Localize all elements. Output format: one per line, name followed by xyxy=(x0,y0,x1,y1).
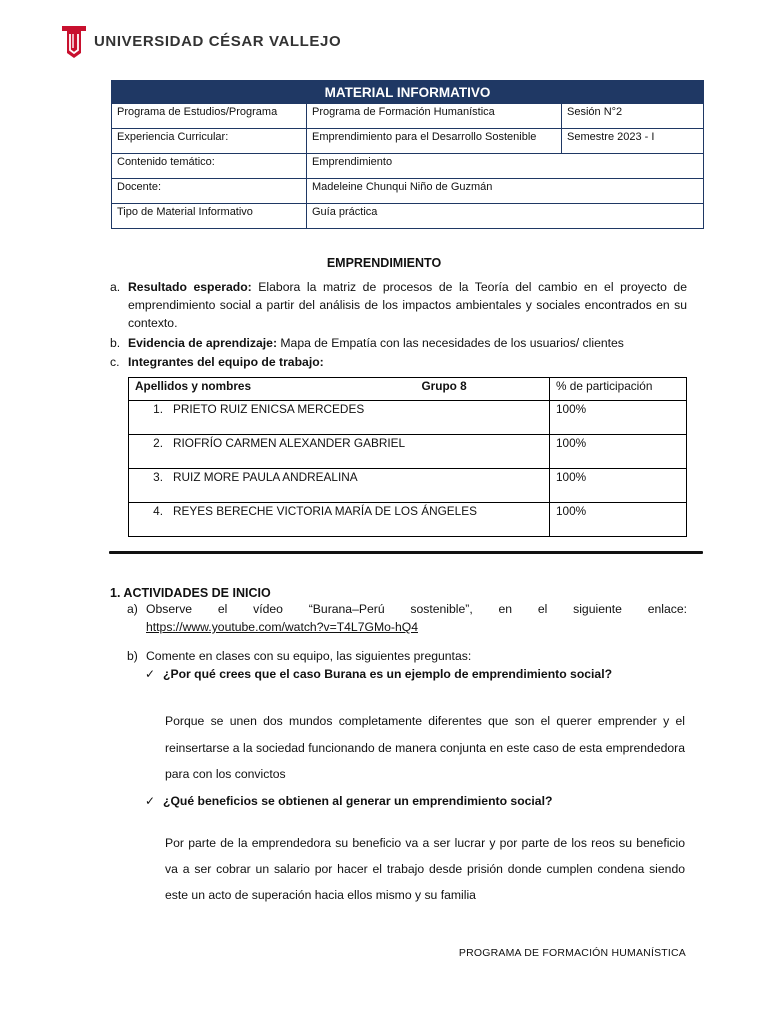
member-pct: 100% xyxy=(550,401,687,435)
section-divider xyxy=(109,551,703,554)
activity-b-text: Comente en clases con su equipo, las siguientes preguntas: xyxy=(146,649,472,663)
checkmark-icon: ✓ xyxy=(145,667,156,681)
info-row xyxy=(112,104,704,129)
doc-title: EMPRENDIMIENTO xyxy=(326,256,442,270)
info-row xyxy=(112,154,704,179)
table-row xyxy=(129,401,687,435)
info-label: Contenido temático: xyxy=(112,154,307,179)
info-label: Programa de Estudios/Programa xyxy=(112,104,307,129)
info-table-title: MATERIAL INFORMATIVO xyxy=(112,81,704,104)
info-value: Madeleine Chunqui Niño de Guzmán xyxy=(307,179,704,204)
university-logo-icon xyxy=(62,26,86,58)
info-value: Programa de Formación Humanística xyxy=(307,104,562,129)
section-title: 1. ACTIVIDADES DE INICIO xyxy=(110,586,271,600)
col-names-header: Apellidos y nombres xyxy=(135,379,252,393)
member-pct: 100% xyxy=(550,435,687,469)
team-table xyxy=(128,377,687,537)
activity-b xyxy=(127,647,687,665)
table-row xyxy=(129,469,687,503)
member-name: PRIETO RUIZ ENICSA MERCEDES xyxy=(173,402,365,416)
col-pct-header: % de participación xyxy=(550,378,687,401)
list-item-a xyxy=(110,278,687,332)
answer-1: Porque se unen dos mundos completamente diferentes que son el querer emprender y el reinsertarse a la sociedad funcionando de manera conjunta en este caso de esta emprendedora para con los convictos xyxy=(165,714,685,781)
list-marker: a) xyxy=(127,602,138,616)
info-row xyxy=(112,129,704,154)
item-a-text: Elabora la matriz de procesos de la Teoría del cambio en el proyecto de emprendimiento social a partir del análisis de los impactos ambientales y sociales encontrados en su contexto. xyxy=(128,280,687,330)
list-marker: c. xyxy=(110,355,120,369)
question-2 xyxy=(145,792,552,810)
checkmark-icon: ✓ xyxy=(145,794,156,808)
list-marker: b) xyxy=(127,649,138,663)
row-number: 2. xyxy=(153,436,163,450)
footer-program: PROGRAMA DE FORMACIÓN HUMANÍSTICA xyxy=(458,947,686,959)
member-name: RUIZ MORE PAULA ANDREALINA xyxy=(173,470,358,484)
row-number: 3. xyxy=(153,470,163,484)
info-label: Docente: xyxy=(112,179,307,204)
youtube-link[interactable]: https://www.youtube.com/watch?v=T4L7GMo-hQ4 xyxy=(146,620,418,634)
info-table xyxy=(111,80,704,229)
activity-a xyxy=(127,600,687,636)
question-2-text: ¿Qué beneficios se obtienen al generar un emprendimiento social? xyxy=(163,794,553,808)
question-1 xyxy=(145,665,612,683)
member-name: REYES BERECHE VICTORIA MARÍA DE LOS ÁNGELES xyxy=(173,504,477,518)
item-b-heading: Evidencia de aprendizaje: xyxy=(128,336,278,350)
info-label: Tipo de Material Informativo xyxy=(112,204,307,229)
info-row xyxy=(112,179,704,204)
col-group-header: Grupo 8 xyxy=(421,379,467,393)
list-item-c xyxy=(110,353,687,371)
info-label: Experiencia Curricular: xyxy=(112,129,307,154)
member-name: RIOFRÍO CARMEN ALEXANDER GABRIEL xyxy=(173,436,406,450)
activity-a-text: Observe el vídeo “Burana–Perú sostenible”, en el siguiente enlace: xyxy=(146,602,687,616)
member-pct: 100% xyxy=(550,469,687,503)
info-row xyxy=(112,204,704,229)
info-value: Emprendimiento para el Desarrollo Sostenible xyxy=(307,129,562,154)
row-number: 1. xyxy=(153,402,163,416)
list-marker: b. xyxy=(110,336,121,350)
table-row xyxy=(129,435,687,469)
team-table-header xyxy=(129,378,687,401)
item-a-heading: Resultado esperado: xyxy=(128,280,252,294)
member-pct: 100% xyxy=(550,503,687,537)
info-extra: Semestre 2023 - I xyxy=(562,129,704,154)
university-name: UNIVERSIDAD CÉSAR VALLEJO xyxy=(94,33,342,50)
info-value: Guía práctica xyxy=(307,204,704,229)
list-marker: a. xyxy=(110,280,121,294)
info-value: Emprendimiento xyxy=(307,154,704,179)
row-number: 4. xyxy=(153,504,163,518)
item-c-heading: Integrantes del equipo de trabajo: xyxy=(128,355,324,369)
question-1-text: ¿Por qué crees que el caso Burana es un ejemplo de emprendimiento social? xyxy=(163,667,613,681)
item-b-text: Mapa de Empatía con las necesidades de los usuarios/ clientes xyxy=(277,336,624,350)
answer-2: Por parte de la emprendedora su beneficio va a ser lucrar y por parte de los reos su beneficio va a ser cobrar un salario por hacer el trabajo desde prisión donde cumplen condena siendo este un acto de superación hacia ellos mismo y su familia xyxy=(165,836,685,902)
table-row xyxy=(129,503,687,537)
info-extra: Sesión N°2 xyxy=(562,104,704,129)
list-item-b xyxy=(110,334,687,352)
